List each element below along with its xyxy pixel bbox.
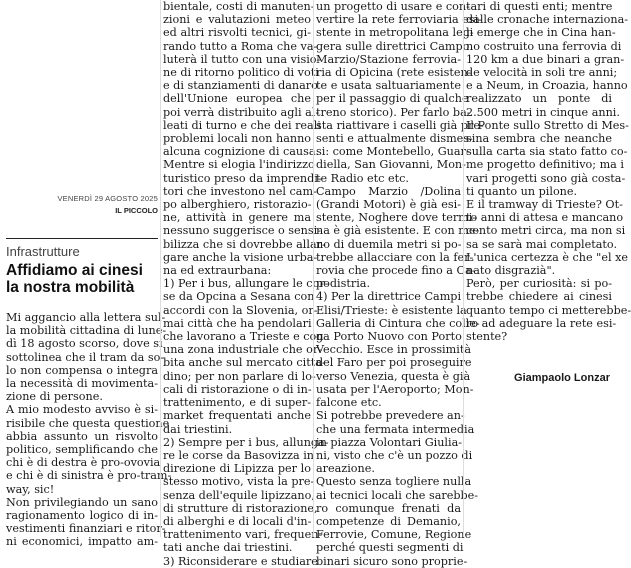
text-line: bilizza che si dovrebbe allar- (163, 237, 326, 251)
text-line: accordi con la Slovenia, or- (163, 303, 318, 317)
column-body (163, 0, 329, 568)
column-body (466, 0, 631, 344)
text-line: che una fermata intermedia (316, 422, 475, 436)
text-line: trattenimento, e di super- (163, 396, 311, 410)
text-line: trebbe chiedere ai cinesi (466, 290, 612, 304)
text-line: stente in metropolitana leg- (316, 26, 474, 40)
text-line: Si potrebbe prevedere an- (316, 409, 465, 423)
text-line: zioni e valutazioni meteo (163, 13, 311, 27)
text-line: no di duemila metri si po- (316, 237, 462, 251)
text-line: dì 18 agosto scorso, dove si (6, 337, 163, 351)
article-headline: Affidiamo ai cinesi la nostra mobilità (6, 262, 143, 296)
text-line: 2.500 metri in cinque anni. (466, 105, 620, 119)
text-line: binari sicuro sono proprie- (316, 554, 468, 568)
text-line: nessuno suggerisce o sensi- (163, 224, 321, 238)
text-line: cento metri circa, ma non si (466, 224, 626, 238)
text-line: politico, semplificando che (6, 443, 158, 457)
text-line: Vecchio. Esce in prossimità (316, 343, 471, 357)
text-line: sulla carta sia stato fatto co- (466, 145, 628, 159)
text-line: di alberghi e di locali d'in- (163, 514, 312, 528)
text-line: e di stanziamenti di danaro (163, 79, 318, 93)
text-line: market frequentati anche (163, 409, 311, 423)
text-line: te Radio etc etc. (316, 171, 409, 185)
text-line: ne di ritorno politico di voti (163, 66, 319, 80)
text-line: la necessità di movimenta- (6, 377, 158, 391)
text-line: mai città che ha pendolari (163, 316, 312, 330)
text-line: nato disgrazià". (466, 264, 556, 278)
text-line: ne, attività in genere ma (163, 211, 311, 225)
text-line: perché questi segmenti di (316, 541, 464, 555)
text-line: tati anche dai triestini. (163, 541, 293, 555)
text-line: ro comunque frenati da (316, 501, 461, 515)
text-line: ni, visto che c'è un pozzo di (316, 448, 473, 462)
text-line: Ferrovie, Comune, Regione (316, 528, 472, 542)
text-line: cali di ristorazione o di in- (163, 382, 312, 396)
text-line: 120 km a due binari a gran- (466, 52, 625, 66)
column-divider (160, 0, 161, 537)
text-line: sa se sarà mai completato. (466, 237, 618, 251)
text-line: re le corse da Basovizza in (163, 448, 314, 462)
text-line: un progetto di usare e con- (316, 0, 470, 13)
text-line: 1) Per i bus, allungare le cor- (163, 277, 329, 291)
text-line: li emerge che in Cina han- (466, 26, 616, 40)
text-line: ragionamento logico di in- (6, 509, 158, 523)
text-line: chi è di destra è pro-ovovia (6, 456, 161, 470)
text-line: che lavorano a Trieste e con (163, 330, 324, 344)
text-line: tori che investono nel cam- (163, 184, 317, 198)
column-body (6, 311, 172, 549)
text-line: Non privilegiando un sano (6, 495, 158, 509)
text-line: quanto tempo ci metterebbe- (466, 303, 631, 317)
text-line: lo non compensa o integra (6, 363, 158, 377)
column-divider (313, 0, 314, 537)
text-line: areazione. (316, 462, 375, 476)
column-3 (316, 0, 484, 568)
text-line: Mi aggancio alla lettera sul- (6, 311, 166, 324)
text-line: leati di turno e che dei reali (163, 118, 321, 132)
publication-source: IL PICCOLO (115, 206, 158, 215)
text-line: ai tecnici locali che sarebbe- (316, 488, 479, 502)
text-line: no costruito una ferrovia di (466, 39, 622, 53)
text-line: diella, San Giovanni, Mon- (316, 158, 466, 172)
column-4 (466, 0, 631, 537)
text-line: Marzio/Stazione ferrovia- (316, 52, 461, 66)
text-line: senti e attualmente dismes- (316, 132, 473, 146)
text-line: po alberghiero, ristorazio- (163, 198, 312, 212)
text-line: falcone etc. (316, 396, 382, 410)
text-line: risibile che questa questione (6, 416, 170, 430)
text-line: Galleria di Cintura che colle- (316, 316, 480, 330)
text-line: usata per l'Aeroporto; Mon- (316, 382, 474, 396)
text-line: senza dell'equile lipizzano, (163, 488, 315, 502)
text-line: vestimenti finanziari e ritor- (6, 522, 166, 536)
text-line: te e usata saltuariamente (316, 79, 461, 93)
text-line: L'unica certezza è che "el xe (466, 250, 629, 264)
text-line: Mentre si elogia l'indirizzo (163, 158, 315, 172)
text-line: zione di persone. (6, 390, 103, 404)
text-line: 3) Riconsiderare e studiare (163, 554, 318, 568)
text-line: rando tutto a Roma che va- (163, 39, 318, 53)
text-line: vertire la rete ferroviaria esi- (316, 13, 482, 27)
text-line: alcuna cognizione di causa. (163, 145, 320, 159)
column-1 (6, 0, 172, 549)
text-line: way, sic! (6, 482, 55, 496)
text-line: abbia assunto un risvolto (6, 429, 158, 443)
text-line: stesso motivo, vista la pre- (163, 475, 315, 489)
text-line: A mio modesto avviso è si- (6, 403, 158, 417)
text-line: na ed extraurbana: (163, 264, 272, 278)
text-line: trattenimento vari, frequen- (163, 528, 323, 542)
text-line: ro ad adeguare la rete esi- (466, 316, 617, 330)
text-line: rovia che procede fino a Ca- (316, 264, 476, 278)
text-line: Questo senza togliere nulla (316, 475, 472, 489)
text-line: Elisi/Trieste: è esistente la (316, 303, 467, 317)
text-line: una zona industriale che or- (163, 343, 322, 357)
text-line: gera sulle direttrici Campo (316, 39, 470, 53)
text-line: me progetto definitivo; ma i (466, 158, 624, 172)
text-line: Campo Marzio /Dolina (316, 184, 461, 198)
column-body (316, 0, 484, 568)
column-2 (163, 0, 329, 568)
text-line: bita anche sul mercato citta- (163, 356, 326, 370)
text-line: e a Neum, in Croazia, hanno (466, 79, 628, 93)
text-line: bientale, costi di manuten- (163, 0, 315, 13)
text-line: dai triestini. (163, 422, 233, 436)
text-line: to anni di attesa e mancano (466, 211, 624, 225)
text-line: (Grandi Motori) è già esi- (316, 198, 461, 212)
text-line: poi verrà distribuito agli al- (163, 105, 320, 119)
text-line: del Faro per poi proseguire (316, 356, 472, 370)
text-line: Però, per curiosità: si po- (466, 277, 612, 291)
text-line: E il tramway di Trieste? Ot- (466, 198, 623, 212)
text-line: verso Venezia, questa è già (316, 369, 471, 383)
text-line: dell'Unione europea che (163, 92, 311, 106)
text-line: ti quanto un pilone. (466, 184, 578, 198)
text-line: di strutture di ristorazione, (163, 501, 318, 515)
text-line: in piazza Volontari Giulia- (316, 435, 463, 449)
text-line: si: come Montebello, Guar- (316, 145, 470, 159)
publication-meta (57, 194, 158, 215)
text-line: sina sembra che neanche (466, 132, 612, 146)
publication-date: VENERDÌ 29 AGOSTO 2025 (57, 194, 158, 203)
text-line: per il passaggio di qualche (316, 92, 469, 106)
text-line: ed altri risvolti tecnici, gi- (163, 26, 311, 40)
text-line: tari di questi enti; mentre (466, 0, 613, 13)
text-line: vari progetti sono già costa- (466, 171, 626, 185)
text-line: sta riattivare i caselli già pre- (316, 118, 484, 132)
author-signature: Giampaolo Lonzar (514, 372, 610, 384)
text-line: 4) Per la direttrice Campi (316, 290, 462, 304)
column-divider (463, 0, 464, 537)
text-line: Il Ponte sullo Stretto di Mes- (466, 118, 629, 132)
text-line: turistico preso da imprendi- (163, 171, 322, 185)
text-line: problemi locali non hanno (163, 132, 312, 146)
section-label: Infrastrutture (6, 244, 80, 259)
text-line: gare anche la visione urba- (163, 250, 318, 264)
text-line: se da Opcina a Sesana con (163, 290, 315, 304)
text-line: realizzato un ponte di (466, 92, 612, 106)
text-line: de velocità in soli tre anni; (466, 66, 618, 80)
text-line: 2) Sempre per i bus, allunga- (163, 435, 329, 449)
text-line: luterà il tutto con una visio- (163, 52, 321, 66)
text-line: competenze di Demanio, (316, 514, 461, 528)
text-line: direzione di Lipizza per lo (163, 462, 311, 476)
text-line: na è già esistente. E con me- (316, 224, 480, 238)
section-rule (6, 238, 158, 239)
text-line: ria di Opicina (rete esisten- (316, 66, 472, 80)
text-line: treno storico). Per farlo ba- (316, 105, 471, 119)
text-line: la mobilità cittadina di lune- (6, 324, 167, 338)
text-line: e chi è di sinistra è pro-tram- (6, 469, 172, 483)
text-line: stente? (466, 330, 508, 344)
text-line: ga Porto Nuovo con Porto (316, 330, 462, 344)
text-line: trebbe allacciare con la fer- (316, 250, 474, 264)
text-line: stente, Noghere dove termi- (316, 211, 477, 225)
text-line: dalle cronache internaziona- (466, 13, 629, 27)
text-line: sottolinea che il tram da so- (6, 350, 165, 364)
text-line: podistria. (316, 277, 371, 291)
text-line: dino; per non parlare di lo- (163, 369, 316, 383)
text-line: ni economici, impatto am- (6, 535, 158, 549)
